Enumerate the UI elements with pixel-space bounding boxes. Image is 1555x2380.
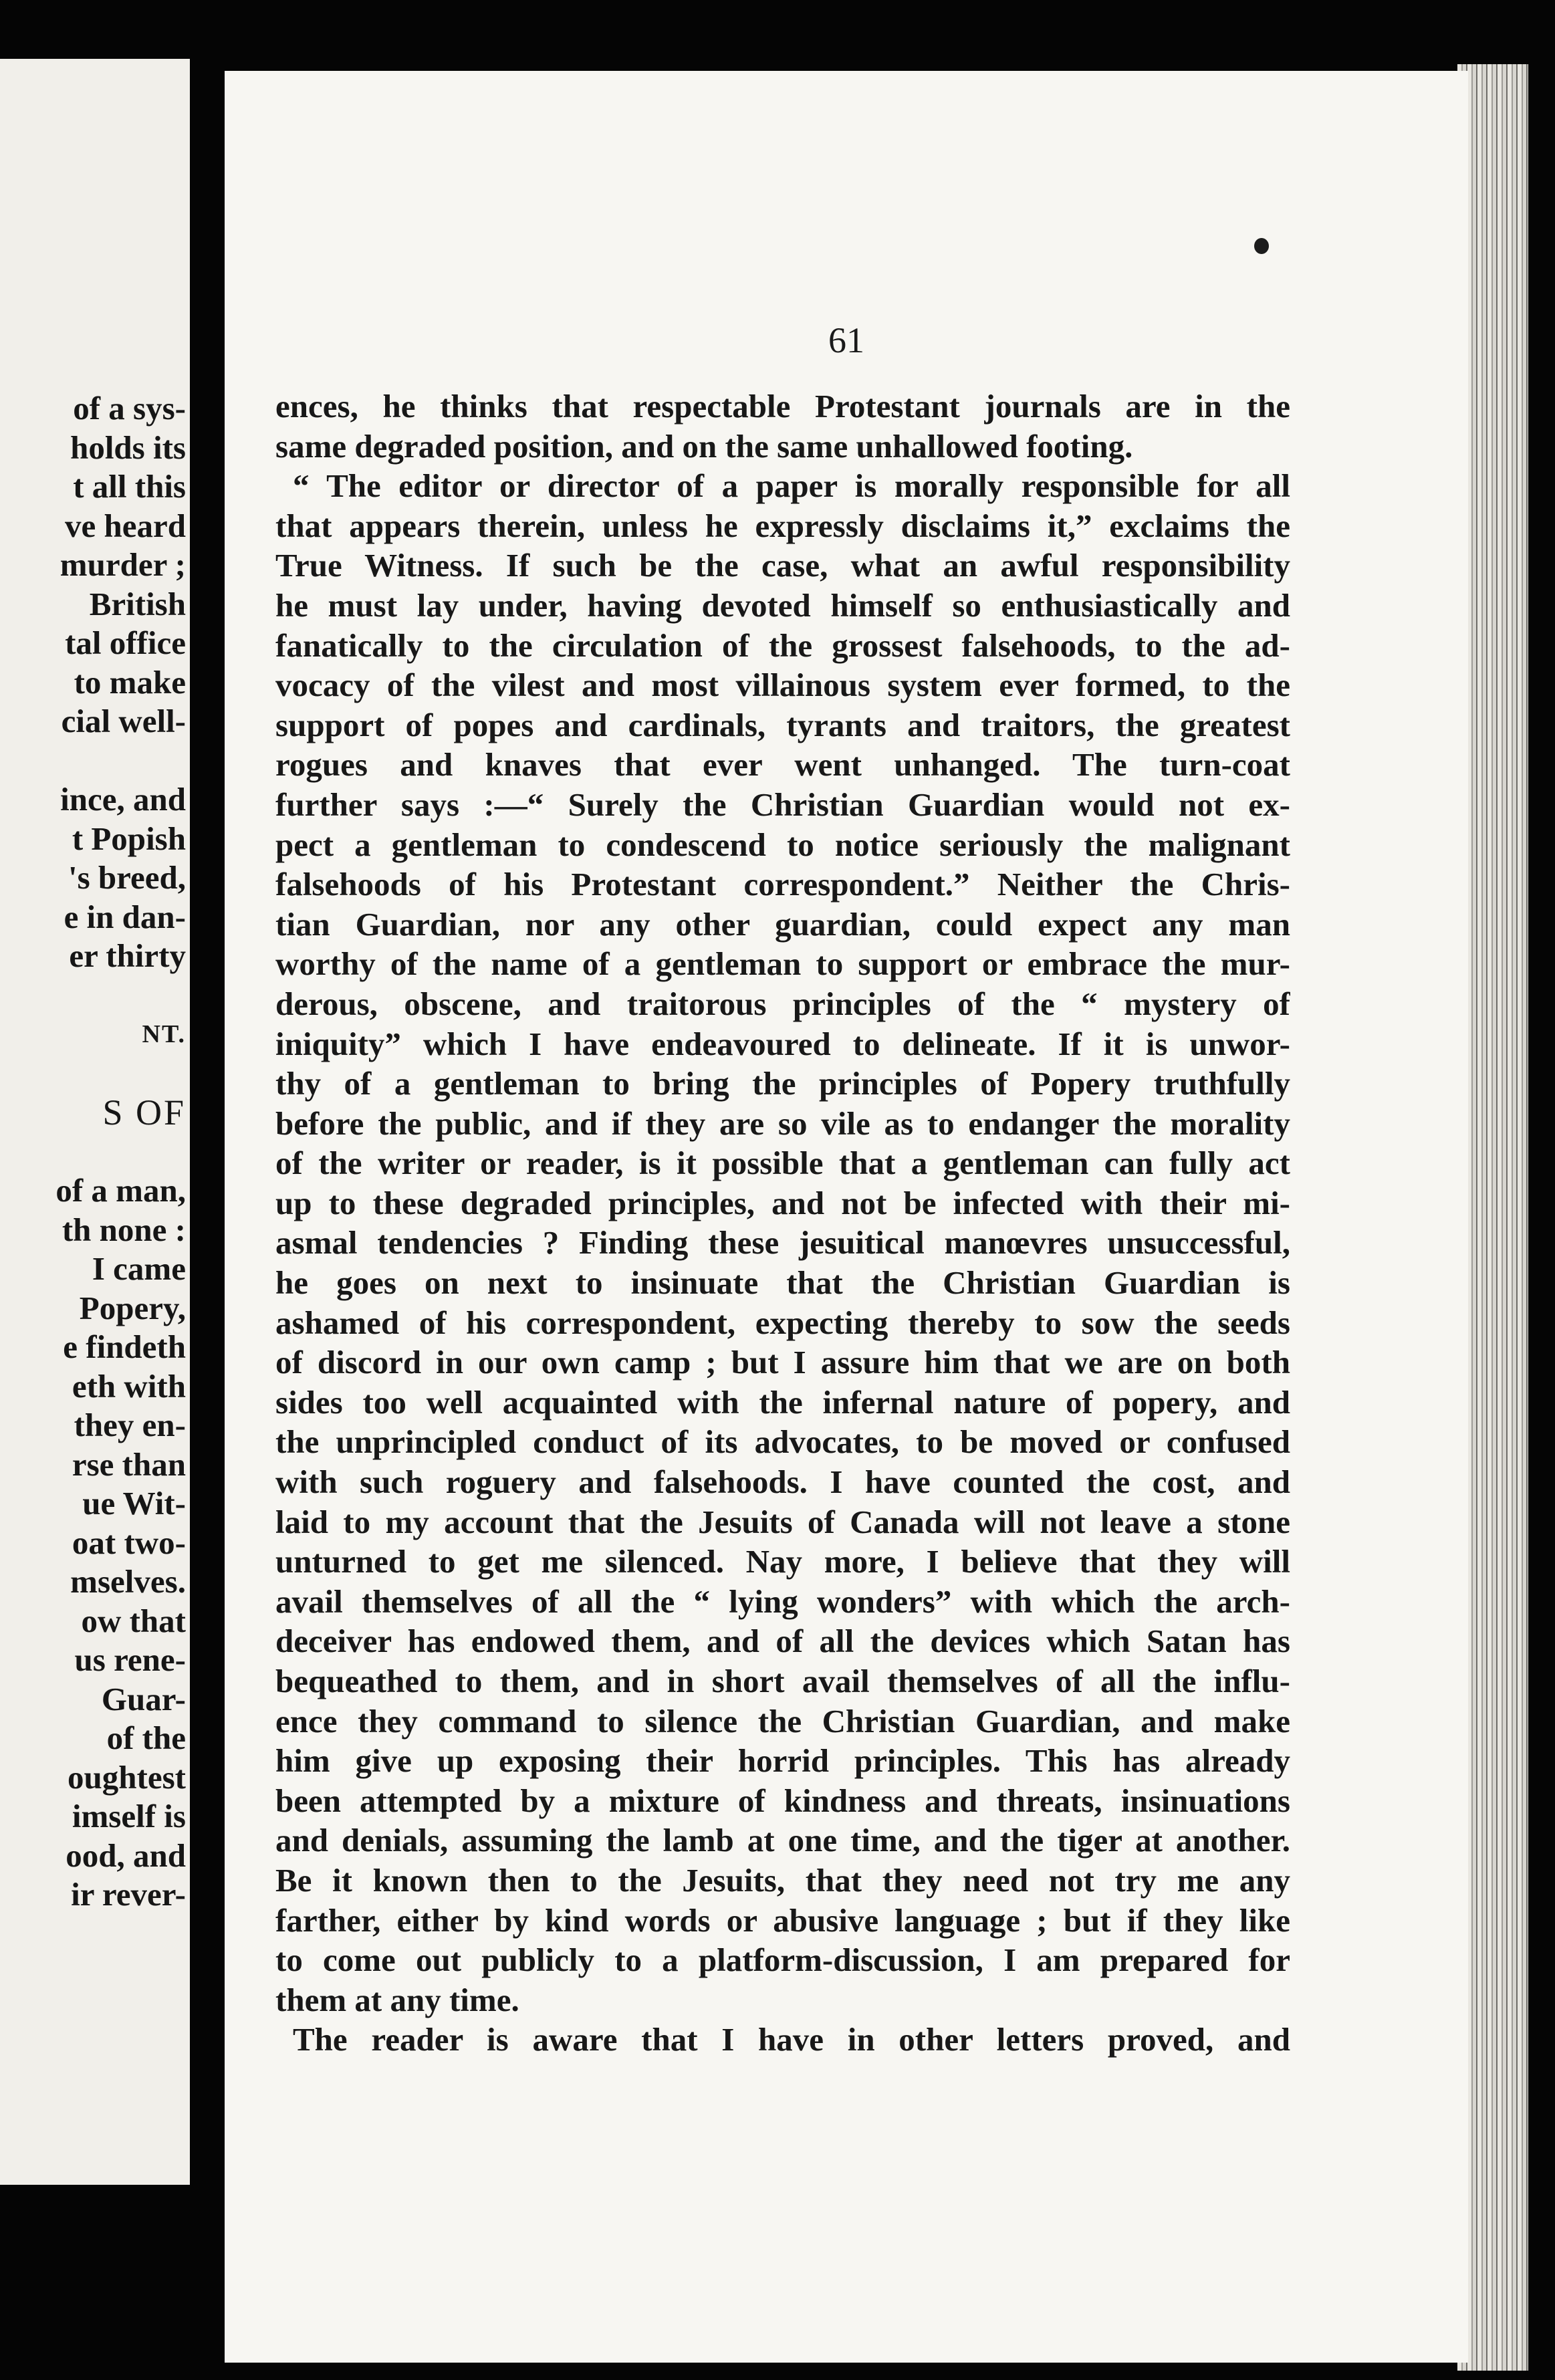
facing-page-line: t all this [73,468,186,505]
text-line: to come out publicly to a platform-discussion, I am prepared for [275,1941,1290,1979]
text-line: laid to my account that the Jesuits of Canada will not leave a stone [275,1503,1290,1540]
facing-page-fragment [0,59,190,2185]
text-line: up to these degraded principles, and not be infected with their mi- [275,1184,1290,1221]
text-line: support of popes and cardinals, tyrants and traitors, the greatest [275,706,1290,743]
facing-page-line: ue Wit- [82,1485,186,1522]
facing-page-line: ood, and [66,1836,186,1874]
text-line: the unprincipled conduct of its advocates, to be moved or confused [275,1423,1290,1461]
text-line: derous, obscene, and traitorous principles of the “ mystery of [275,985,1290,1022]
facing-page-line: e findeth [63,1328,186,1365]
text-line: that appears therein, unless he expressly disclaims it,” exclaims the [275,507,1290,544]
text-line: tian Guardian, nor any other guardian, could expect any man [275,905,1290,943]
text-line: same degraded position, and on the same unhallowed footing. [275,427,1133,465]
text-line: falsehoods of his Protestant correspondent.” Neither the Chris- [275,866,1290,903]
facing-page-line: ir rever- [71,1876,186,1913]
page-number: 61 [828,320,864,360]
facing-page-line: t Popish [72,820,186,857]
body-text [275,386,1290,2060]
facing-page-line: murder ; [59,546,186,583]
facing-page-line: Guar- [101,1680,186,1717]
text-line: farther, either by kind words or abusive language ; but if they like [275,1901,1290,1939]
text-line: Be it known then to the Jesuits, that they need not try me any [275,1861,1290,1899]
facing-page-line: cial well- [61,703,186,739]
facing-page-line: us rene- [74,1641,186,1678]
text-line: and denials, assuming the lamb at one time, and the tiger at another. [275,1822,1290,1859]
facing-page-line: holds its [70,429,186,466]
facing-page-line: NT. [142,1020,186,1048]
facing-page-line: oughtest [68,1758,186,1796]
ink-speck [1254,238,1269,254]
facing-page-line: eth with [72,1367,186,1405]
text-line: sides too well acquainted with the infernal nature of popery, and [275,1383,1290,1421]
text-line: them at any time. [275,1981,519,2018]
text-line: vocacy of the vilest and most villainous system ever formed, to the [275,667,1290,704]
text-line: bequeathed to them, and in short avail themselves of all the influ- [275,1663,1290,1699]
text-line: rogues and knaves that ever went unhanged. The turn-coat [275,746,1290,784]
facing-page-line: of a sys- [73,390,186,427]
facing-page-line: they en- [74,1407,186,1443]
text-line: he must lay under, having devoted himself so enthusiastically and [275,586,1290,624]
text-line: iniquity” which I have endeavoured to delineate. If it is unwor- [275,1025,1290,1062]
text-line: further says :—“ Surely the Christian Guardian would not ex- [275,786,1290,823]
facing-page-line: rse than [72,1445,186,1483]
text-line: unturned to get me silenced. Nay more, I believe that they will [275,1543,1290,1580]
facing-page-line: ince, and [60,781,186,818]
book-page [225,71,1468,2363]
text-line: thy of a gentleman to bring the principles of Popery truthfully [275,1065,1290,1102]
text-line: “ The editor or director of a paper is morally responsible for all [293,467,1290,505]
text-line: before the public, and if they are so vile as to endanger the morality [275,1104,1290,1142]
facing-page-line: ve heard [65,507,186,544]
facing-page-line: imself is [72,1798,186,1834]
facing-page-line: oat two- [72,1524,186,1561]
text-line: been attempted by a mixture of kindness and threats, insinuations [275,1782,1290,1819]
text-line: ashamed of his correspondent, expecting thereby to sow the seeds [275,1304,1290,1341]
text-line: of the writer or reader, is it possible that a gentleman can fully act [275,1145,1290,1182]
facing-page-line: mselves. [70,1563,186,1600]
text-line: ence they command to silence the Christian Guardian, and make [275,1702,1290,1740]
text-line: asmal tendencies ? Finding these jesuitical manœvres unsuccessful, [275,1224,1290,1262]
facing-page-line: Popery, [79,1289,186,1326]
text-line: The reader is aware that I have in other letters proved, and [293,2021,1290,2058]
facing-page-line: tal office [65,624,186,661]
facing-page-line: to make [74,663,186,701]
facing-page-line: of the [106,1719,186,1756]
facing-page-line: British [89,585,186,622]
facing-page-line: 's breed, [68,859,186,896]
text-line: pect a gentleman to condescend to notice seriously the malignant [275,826,1290,863]
facing-page-line: th none : [62,1211,186,1248]
text-line: worthy of the name of a gentleman to support or embrace the mur- [275,945,1290,983]
text-line: avail themselves of all the “ lying wonders” with which the arch- [275,1582,1290,1620]
facing-page-line: e in dan- [64,898,186,935]
facing-page-line: of a man, [55,1172,186,1209]
facing-page-line: I came [92,1250,186,1287]
text-line: fanatically to the circulation of the grossest falsehoods, to the ad- [275,626,1290,664]
facing-page-line: er thirty [69,937,186,974]
facing-page-line: ow that [81,1602,186,1639]
text-line: True Witness. If such be the case, what an awful responsibility [275,547,1290,584]
text-line: with such roguery and falsehoods. I have counted the cost, and [275,1463,1290,1501]
facing-page-line: S OF [102,1092,186,1133]
text-line: deceiver has endowed them, and of all the devices which Satan has [275,1623,1290,1660]
text-line: ences, he thinks that respectable Protestant journals are in the [275,388,1290,425]
text-line: he goes on next to insinuate that the Christian Guardian is [275,1264,1290,1302]
text-line: him give up exposing their horrid principles. This has already [275,1742,1290,1780]
text-line: of discord in our own camp ; but I assure him that we are on both [275,1344,1290,1381]
